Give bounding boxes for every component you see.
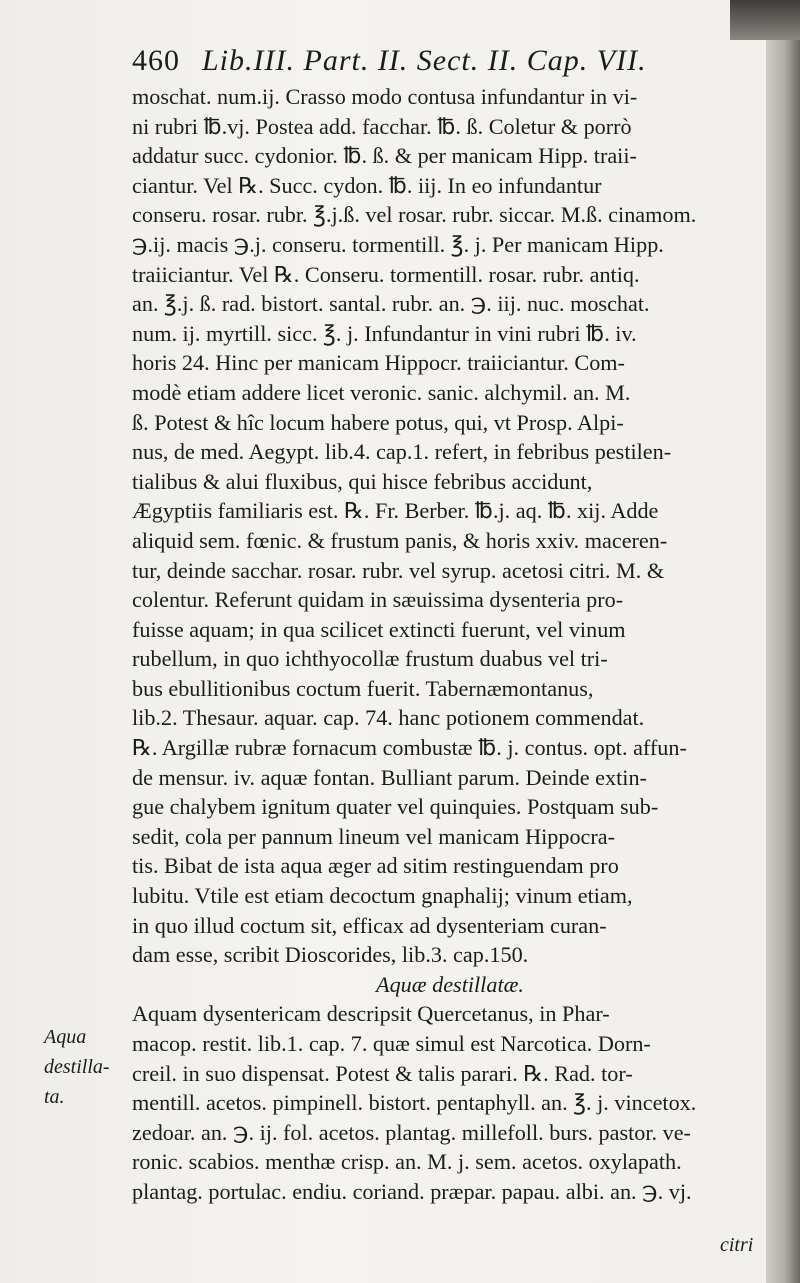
text-line: conseru. rosar. rubr. ℥.j.ß. vel rosar. rubr. siccar. M.ß. cinamom. — [132, 202, 697, 228]
margin-note-line: destilla- — [44, 1056, 110, 1078]
text-line: macop. restit. lib.1. cap. 7. quæ simul est Narcotica. Dorn- — [132, 1031, 651, 1056]
catchword: citri — [720, 1234, 754, 1256]
body-text — [132, 82, 768, 1207]
text-line: rubellum, in quo ichthyocollæ frustum duabus vel tri- — [132, 646, 608, 672]
text-line: traiiciantur. Vel ℞. Conseru. tormentill. rosar. rubr. antiq. — [132, 261, 640, 287]
text-line: in quo illud coctum sit, efficax ad dysenteriam curan- — [132, 912, 607, 938]
text-line: creil. in suo dispensat. Potest & talis parari. ℞. Rad. tor- — [132, 1060, 633, 1086]
text-line: mentill. acetos. pimpinell. bistort. pentaphyll. an. ℥. j. vincetox. — [132, 1090, 697, 1116]
text-line: gue chalybem ignitum quater vel quinquies. Postquam sub- — [132, 794, 659, 820]
running-header — [132, 44, 772, 78]
text-line: Aquam dysentericam descripsit Quercetanus, in Phar- — [132, 1001, 610, 1027]
text-line: aliquid sem. fœnic. & frustum panis, & horis xxiv. maceren- — [132, 527, 668, 553]
text-line: addatur succ. cydonior. ℔. ß. & per manicam Hipp. traii- — [132, 143, 637, 169]
text-line: nus, de med. Aegypt. lib.4. cap.1. refert, in febribus pestilen- — [132, 439, 672, 465]
margin-note-line: ta. — [44, 1086, 65, 1108]
text-line: Ægyptiis familiaris est. ℞. Fr. Berber. ℔.j. aq. ℔. xij. Adde — [132, 498, 659, 524]
text-line: zedoar. an. ℈. ij. fol. acetos. plantag. millefoll. burs. pastor. ve- — [132, 1119, 691, 1145]
page-number: 460 — [132, 44, 180, 77]
text-line: moschat. num.ij. Crasso modo contusa infundantur in vi- — [132, 84, 638, 109]
text-line: colentur. Referunt quidam in sæuissima dysenteria pro- — [132, 587, 624, 613]
text-line: ni rubri ℔.vj. Postea add. facchar. ℔. ß. Coletur & porrò — [132, 113, 632, 139]
section-heading: Aquæ destillatæ. — [376, 971, 524, 997]
text-line: tis. Bibat de ista aqua æger ad sitim restinguendam pro — [132, 853, 619, 879]
text-line: tialibus & alui fluxibus, qui hisce febribus accidunt, — [132, 468, 593, 494]
text-line: dam esse, scribit Dioscorides, lib.3. cap.150. — [132, 942, 529, 968]
running-title: Lib.III. Part. II. Sect. II. Cap. VII. — [202, 44, 647, 77]
text-line: lubitu. Vtile est etiam decoctum gnaphalij; vinum etiam, — [132, 883, 633, 909]
margin-note-line: Aqua — [44, 1026, 87, 1048]
text-line: ronic. scabios. menthæ crisp. an. M. j. sem. acetos. oxylapath. — [132, 1149, 682, 1175]
text-line: sedit, cola per pannum lineum vel manicam Hippocra- — [132, 823, 616, 849]
text-line: lib.2. Thesaur. aquar. cap. 74. hanc potionem commendat. — [132, 705, 645, 731]
text-line: de mensur. iv. aquæ fontan. Bulliant parum. Deinde extin- — [132, 764, 647, 790]
text-line: tur, deinde sacchar. rosar. rubr. vel syrup. acetosi citri. M. & — [132, 557, 665, 583]
text-line: ciantur. Vel ℞. Succ. cydon. ℔. iij. In eo infundantur — [132, 172, 602, 198]
text-line: modè etiam addere licet veronic. sanic. alchymil. an. M. — [132, 379, 631, 405]
text-line: plantag. portulac. endiu. coriand. præpar. papau. albi. an. ℈. vj. — [132, 1178, 692, 1204]
text-line: ß. Potest & hîc locum habere potus, qui, vt Prosp. Alpi- — [132, 409, 624, 435]
text-line: an. ℥.j. ß. rad. bistort. santal. rubr. an. ℈. iij. nuc. moschat. — [132, 291, 650, 317]
text-line: fuisse aquam; in qua scilicet extincti fuerunt, vel vinum — [132, 616, 626, 642]
text-line: ℞. Argillæ rubræ fornacum combustæ ℔. j. contus. opt. affun- — [132, 735, 687, 761]
margin-note — [44, 1022, 124, 1112]
book-spine-shadow — [766, 0, 800, 1283]
text-line: ℈.ij. macis ℈.j. conseru. tormentill. ℥. j. Per manicam Hipp. — [132, 231, 664, 257]
text-line: bus ebullitionibus coctum fuerit. Tabernæmontanus, — [132, 675, 594, 701]
text-line: num. ij. myrtill. sicc. ℥. j. Infundantur in vini rubri ℔. iv. — [132, 320, 637, 346]
page-corner-shadow — [730, 0, 800, 40]
text-line: horis 24. Hinc per manicam Hippocr. traiiciantur. Com- — [132, 350, 625, 376]
